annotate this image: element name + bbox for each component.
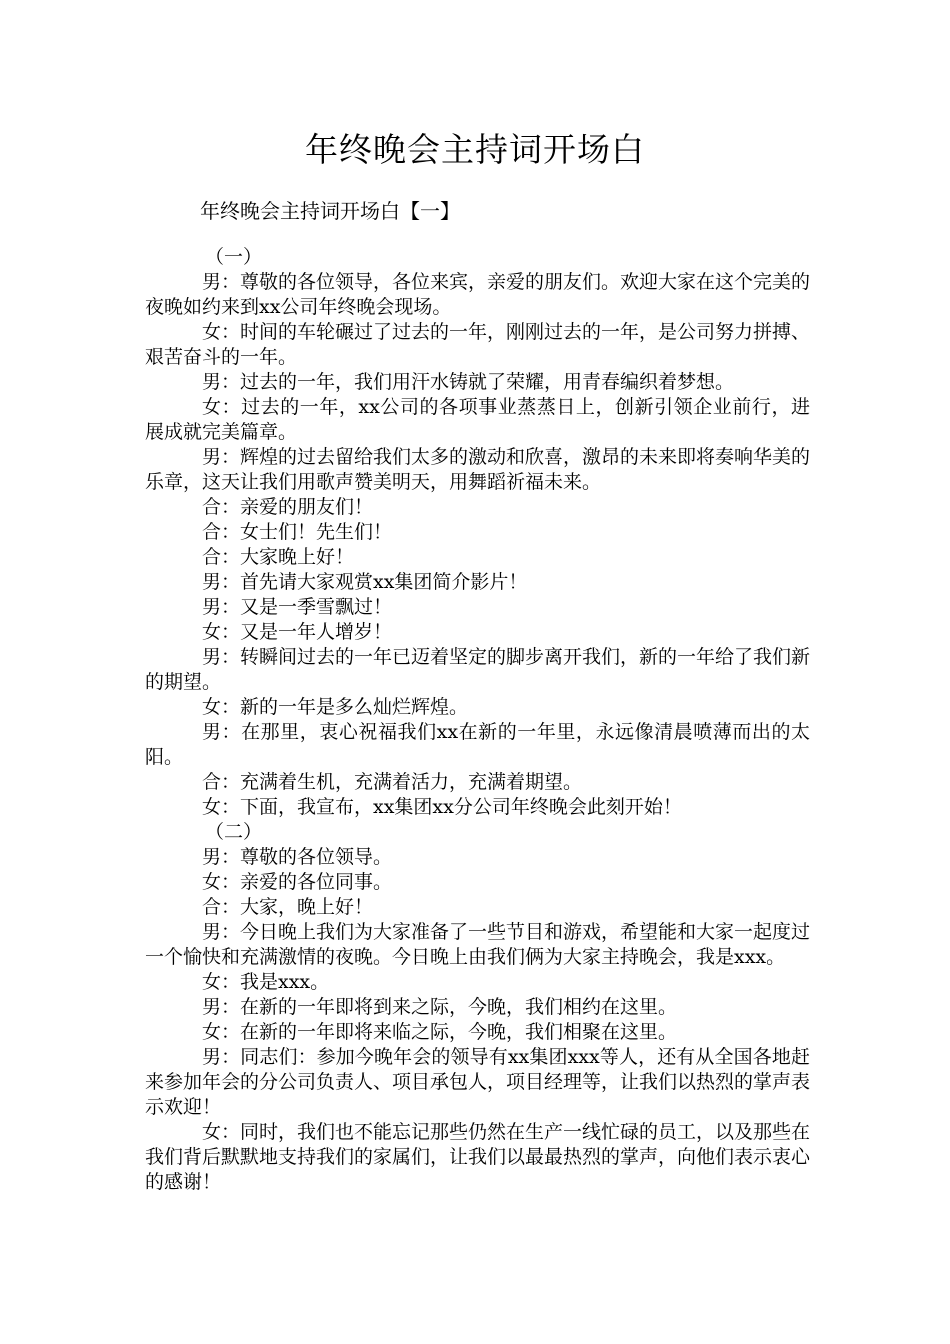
section-title: 年终晚会主持词开场白【一】 bbox=[200, 199, 460, 223]
document-title: 年终晚会主持词开场白 bbox=[305, 130, 645, 169]
paragraph: 女：亲爱的各位同事。 bbox=[202, 871, 393, 893]
paragraph: 合：大家晚上好！ bbox=[202, 546, 355, 568]
section-marker: （一） bbox=[205, 246, 263, 268]
paragraph: 男：辉煌的过去留给我们太多的激动和欣喜，激昂的未来即将奏响华美的乐章，这天让我们用歌声赞美明天，用舞蹈祈福未来。 bbox=[145, 446, 811, 493]
paragraph: 合：充满着生机，充满着活力，充满着期望。 bbox=[202, 771, 583, 793]
paragraph: 女：过去的一年，xx公司的各项事业蒸蒸日上，创新引领企业前行，进展成就完美篇章。 bbox=[145, 396, 810, 443]
paragraph: 男：转瞬间过去的一年已迈着坚定的脚步离开我们，新的一年给了我们新的期望。 bbox=[145, 646, 811, 693]
paragraph: 男：过去的一年，我们用汗水铸就了荣耀，用青春编织着梦想。 bbox=[202, 371, 735, 393]
paragraph: 男：尊敬的各位领导。 bbox=[202, 846, 393, 868]
paragraph: 男：尊敬的各位领导，各位来宾，亲爱的朋友们。欢迎大家在这个完美的夜晚如约来到xx公司年终晚会现场。 bbox=[145, 271, 811, 318]
paragraph: 女：我是xxx。 bbox=[202, 971, 330, 993]
section-marker: （二） bbox=[205, 821, 263, 843]
paragraph: 男：在新的一年即将到来之际，今晚，我们相约在这里。 bbox=[202, 996, 678, 1018]
paragraph: 男：又是一季雪飘过！ bbox=[202, 596, 393, 618]
paragraph: 女：时间的车轮碾过了过去的一年，刚刚过去的一年，是公司努力拼搏、艰苦奋斗的一年。 bbox=[145, 321, 811, 368]
paragraph: 男：今日晚上我们为大家准备了一些节目和游戏，希望能和大家一起度过一个愉快和充满激情的夜晚。今日晚上由我们俩为大家主持晚会，我是xxx。 bbox=[145, 921, 811, 968]
paragraph: 女：新的一年是多么灿烂辉煌。 bbox=[202, 696, 469, 718]
paragraph: 男：首先请大家观赏xx集团简介影片！ bbox=[202, 571, 528, 593]
paragraph: 合：大家，晚上好！ bbox=[202, 896, 374, 918]
paragraph: 男：在那里，衷心祝福我们xx在新的一年里，永远像清晨喷薄而出的太阳。 bbox=[145, 721, 810, 768]
paragraph: 女：又是一年人增岁！ bbox=[202, 621, 393, 643]
paragraph: 女：在新的一年即将来临之际，今晚，我们相聚在这里。 bbox=[202, 1021, 678, 1043]
paragraph: 女：同时，我们也不能忘记那些仍然在生产一线忙碌的员工，以及那些在我们背后默默地支持我们的家属们，让我们以最最热烈的掌声，向他们表示衷心的感谢！ bbox=[145, 1121, 811, 1193]
document-body bbox=[145, 245, 810, 1195]
paragraph: 合：女士们！先生们！ bbox=[202, 521, 393, 543]
paragraph: 女：下面，我宣布，xx集团xx分公司年终晚会此刻开始！ bbox=[202, 796, 682, 818]
paragraph: 合：亲爱的朋友们！ bbox=[202, 496, 374, 518]
paragraph: 男：同志们：参加今晚年会的领导有xx集团xxx等人，还有从全国各地赶来参加年会的分公司负责人、项目承包人，项目经理等，让我们以热烈的掌声表示欢迎！ bbox=[145, 1046, 811, 1118]
